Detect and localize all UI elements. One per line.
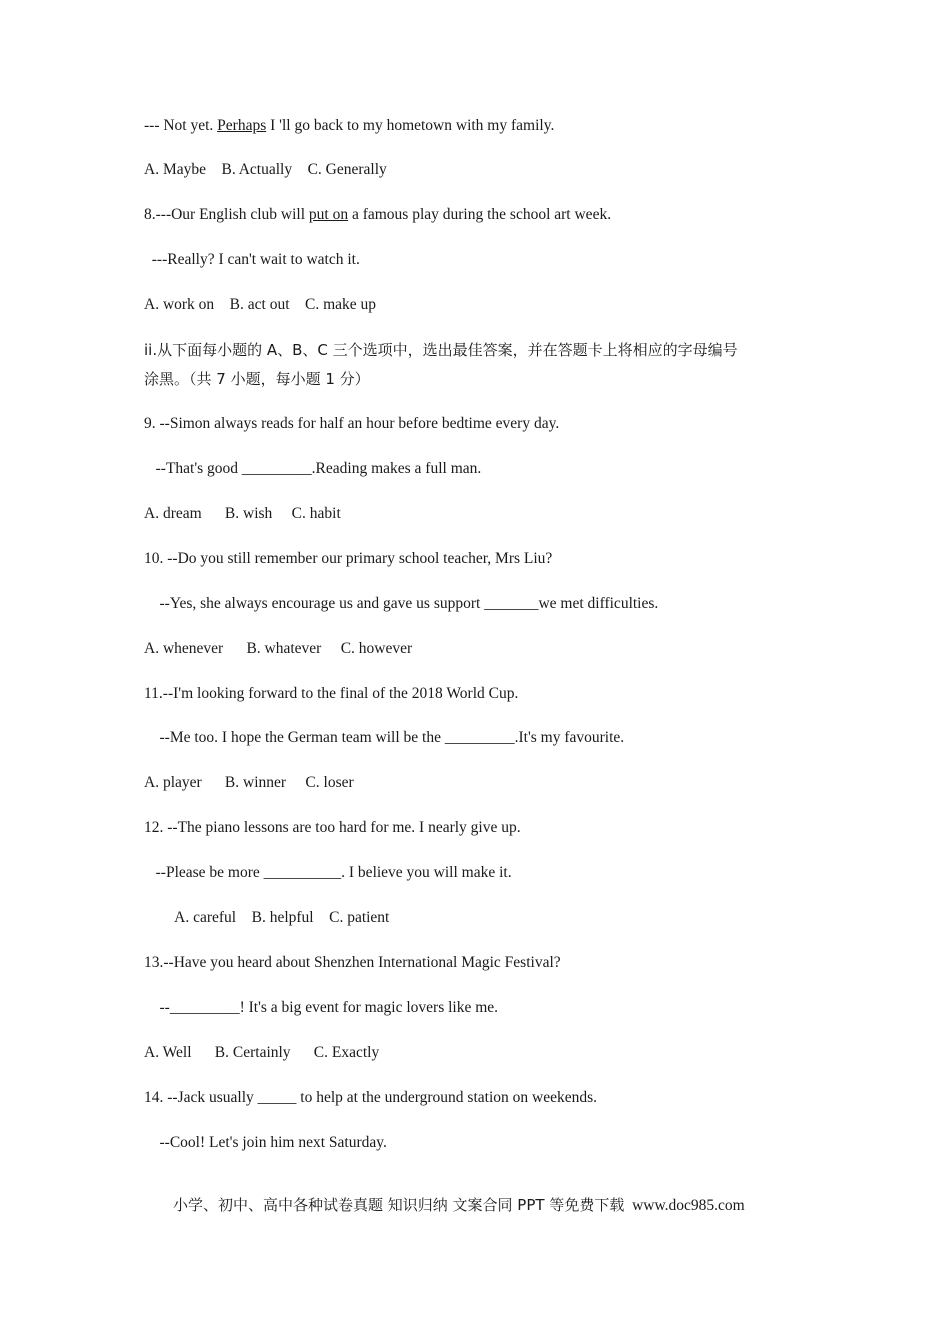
footer-url[interactable]: www.doc985.com — [632, 1197, 745, 1214]
question-13-options: A. Well B. Certainly C. Exactly — [144, 1044, 380, 1061]
question-11-reply: --Me too. I hope the German team will be the _________.It's my favourite. — [144, 729, 625, 746]
question-12-prompt: 12. --The piano lessons are too hard for me. I nearly give up. — [144, 819, 521, 836]
question-11-options: A. player B. winner C. loser — [144, 774, 354, 791]
text-segment: 8.---Our English club will — [144, 206, 309, 223]
question-12-reply: --Please be more __________. I believe you will make it. — [144, 864, 512, 881]
question-10-reply: --Yes, she always encourage us and gave us support _______we met difficulties. — [144, 595, 659, 612]
question-13-reply: --_________! It's a big event for magic lovers like me. — [144, 999, 499, 1016]
question-11-prompt: 11.--I'm looking forward to the final of the 2018 World Cup. — [144, 685, 519, 702]
page-footer — [173, 1194, 745, 1215]
question-8-reply: ---Really? I can't wait to watch it. — [144, 251, 360, 268]
question-8-options: A. work on B. act out C. make up — [144, 296, 377, 313]
question-7-options: A. Maybe B. Actually C. Generally — [144, 161, 387, 178]
footer-promo-text: 小学、初中、高中各种试卷真题 知识归纳 文案合同 PPT 等免费下载 — [173, 1196, 625, 1214]
underlined-word: Perhaps — [217, 117, 267, 134]
question-8-prompt — [144, 205, 611, 225]
question-9-prompt: 9. --Simon always reads for half an hour before bedtime every day. — [144, 415, 560, 432]
question-12-options: A. careful B. helpful C. patient — [144, 909, 390, 926]
section-ii-instructions: ii.从下面每小题的 A、B、C 三个选项中，选出最佳答案，并在答题卡上将相应的字母编号 — [144, 341, 738, 359]
question-9-options: A. dream B. wish C. habit — [144, 505, 341, 522]
question-10-options: A. whenever B. whatever C. however — [144, 640, 413, 657]
text-segment: a famous play during the school art week. — [348, 206, 612, 223]
question-13-prompt: 13.--Have you heard about Shenzhen International Magic Festival? — [144, 954, 561, 971]
underlined-phrase: put on — [308, 206, 349, 223]
question-7-answer — [144, 116, 554, 136]
section-ii-instructions-cont: 涂黑。（共 7 小题，每小题 1 分） — [144, 370, 370, 388]
question-14-prompt: 14. --Jack usually _____ to help at the underground station on weekends. — [144, 1089, 597, 1106]
question-14-reply: --Cool! Let's join him next Saturday. — [144, 1134, 387, 1151]
text-segment: I 'll go back to my hometown with my family. — [266, 117, 555, 134]
text-segment: --- Not yet. — [144, 117, 218, 134]
question-9-reply: --That's good _________.Reading makes a full man. — [144, 460, 482, 477]
question-10-prompt: 10. --Do you still remember our primary school teacher, Mrs Liu? — [144, 550, 553, 567]
